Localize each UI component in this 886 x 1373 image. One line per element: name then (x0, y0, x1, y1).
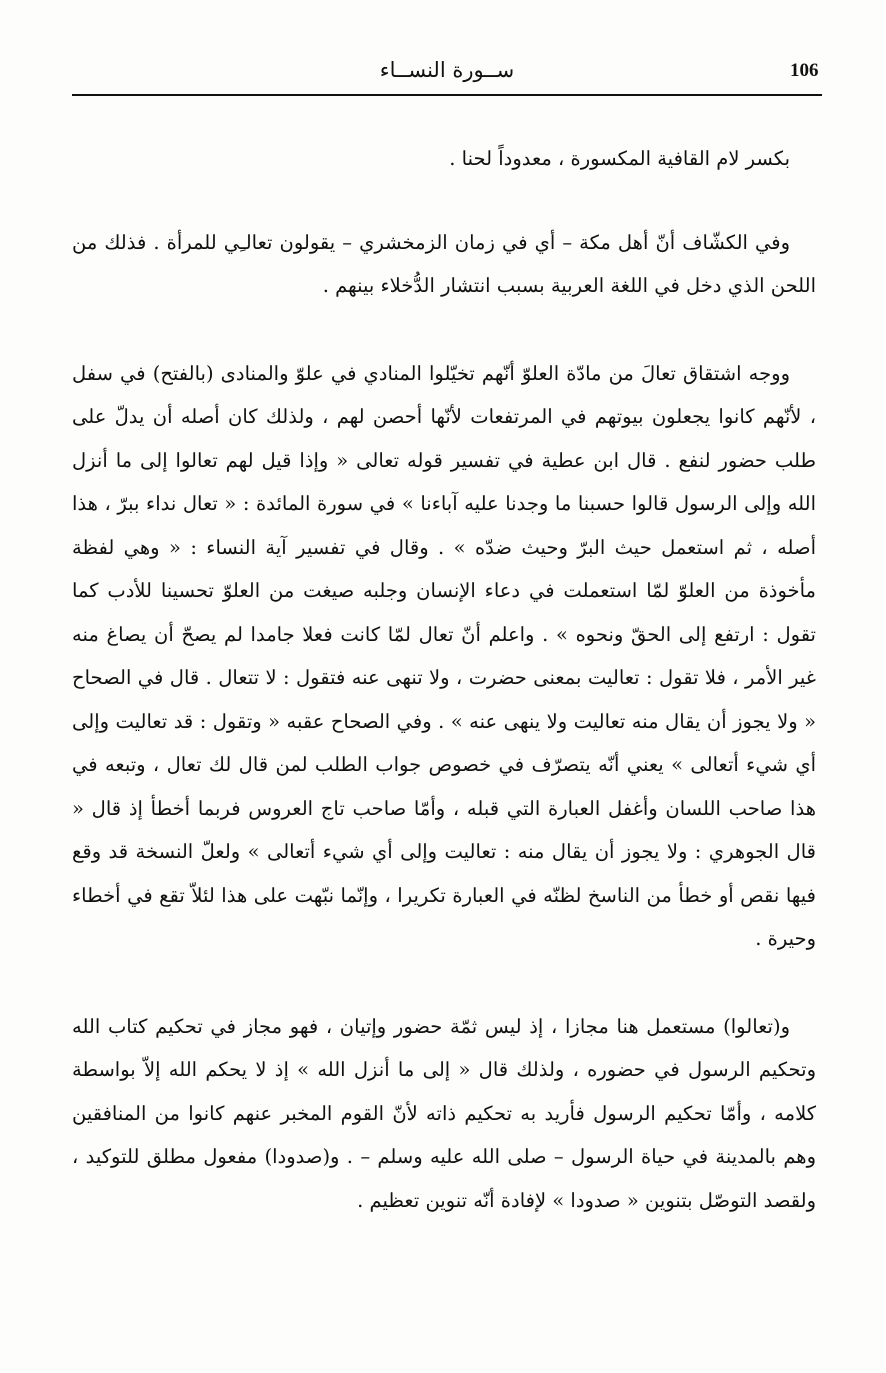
paragraph-1: بكسر لام القافية المكسورة ، معدوداً لحنا . (449, 147, 790, 170)
page-number: 106 (790, 60, 819, 81)
paragraph-4: و(تعالوا) مستعمل هنا مجازا ، إذ ليس ثمّة حضور وإتيان ، فهو مجاز في تحكيم كتاب الله وتحكيم الرسول في حضوره ، ولذلك قال « إلى ما أنزل الله » إذ لا يحكم الله إلاّ بواسطة كلامه ، وأمّا تحكيم الرسول فأريد به تحكيم ذاته لأنّ القوم المخبر عنهم كانوا من المنافقين وهم بالمدينة في حياة الرسول – صلى الله عليه وسلم – . و(صدودا) مفعول مطلق للتوكيد ، ولقصد التوصّل بتنوين « صدودا » لإفادة أنّه تنوين تعظيم . (72, 1014, 816, 1212)
page-body (72, 137, 816, 1222)
running-title: ســورة النســاء (379, 58, 515, 82)
page-header (72, 58, 822, 96)
paragraph-3: ووجه اشتقاق تعالَ من مادّة العلوّ أنّهم تخيّلوا المنادي في علوّ والمنادى (بالفتح) في سفل ، لأنّهم كانوا يجعلون بيوتهم في المرتفعات لأنّها أحصن لهم ، ولذلك كان أصله أن يدلّ على طلب حضور لنفع . قال ابن عطية في تفسير قوله تعالى « وإذا قيل لهم تعالوا إلى ما أنزل الله وإلى الرسول قالوا حسبنا ما وجدنا عليه آباءنا » في سورة المائدة : « تعال نداء ببرّ ، هذا أصله ، ثم استعمل حيث البرّ وحيث ضدّه » . وقال في تفسير آية النساء : « وهي لفظة مأخوذة من العلوّ لمّا استعملت في دعاء الإنسان وجلبه صيغت من العلوّ تحسينا للأدب كما تقول : ارتفع إلى الحقّ ونحوه » . واعلم أنّ تعال لمّا كانت فعلا جامدا لم يصحّ أن يصاغ منه غير الأمر ، فلا تقول : تعاليت بمعنى حضرت ، ولا تنهى عنه فتقول : لا تتعال . قال في الصحاح « ولا يجوز أن يقال منه تعاليت ولا ينهى عنه » . وفي الصحاح عقبه « وتقول : قد تعاليت وإلى أي شيء أتعالى » يعني أنّه يتصرّف في خصوص جواب الطلب لمن قال لك تعال ، وتبعه في هذا صاحب اللسان وأغفل العبارة التي قبله ، وأمّا صاحب تاج العروس فربما أخطأ إذ قال « قال الجوهري : ولا يجوز أن يقال منه : تعاليت وإلى أي شيء أتعالى » ولعلّ النسخة قد وقع فيها نقص أو خطأ من الناسخ لظنّه في العبارة تكريرا ، وإنّما نبّهت على هذا لئلاّ تقع في أخطاء وحيرة . (72, 361, 816, 950)
paragraph-2: وفي الكشّاف أنّ أهل مكة – أي في زمان الزمخشري – يقولون تعالـِي للمرأة . فذلك من اللحن الذي دخل في اللغة العربية بسبب انتشار الدُّخلاء بينهم . (72, 230, 816, 297)
